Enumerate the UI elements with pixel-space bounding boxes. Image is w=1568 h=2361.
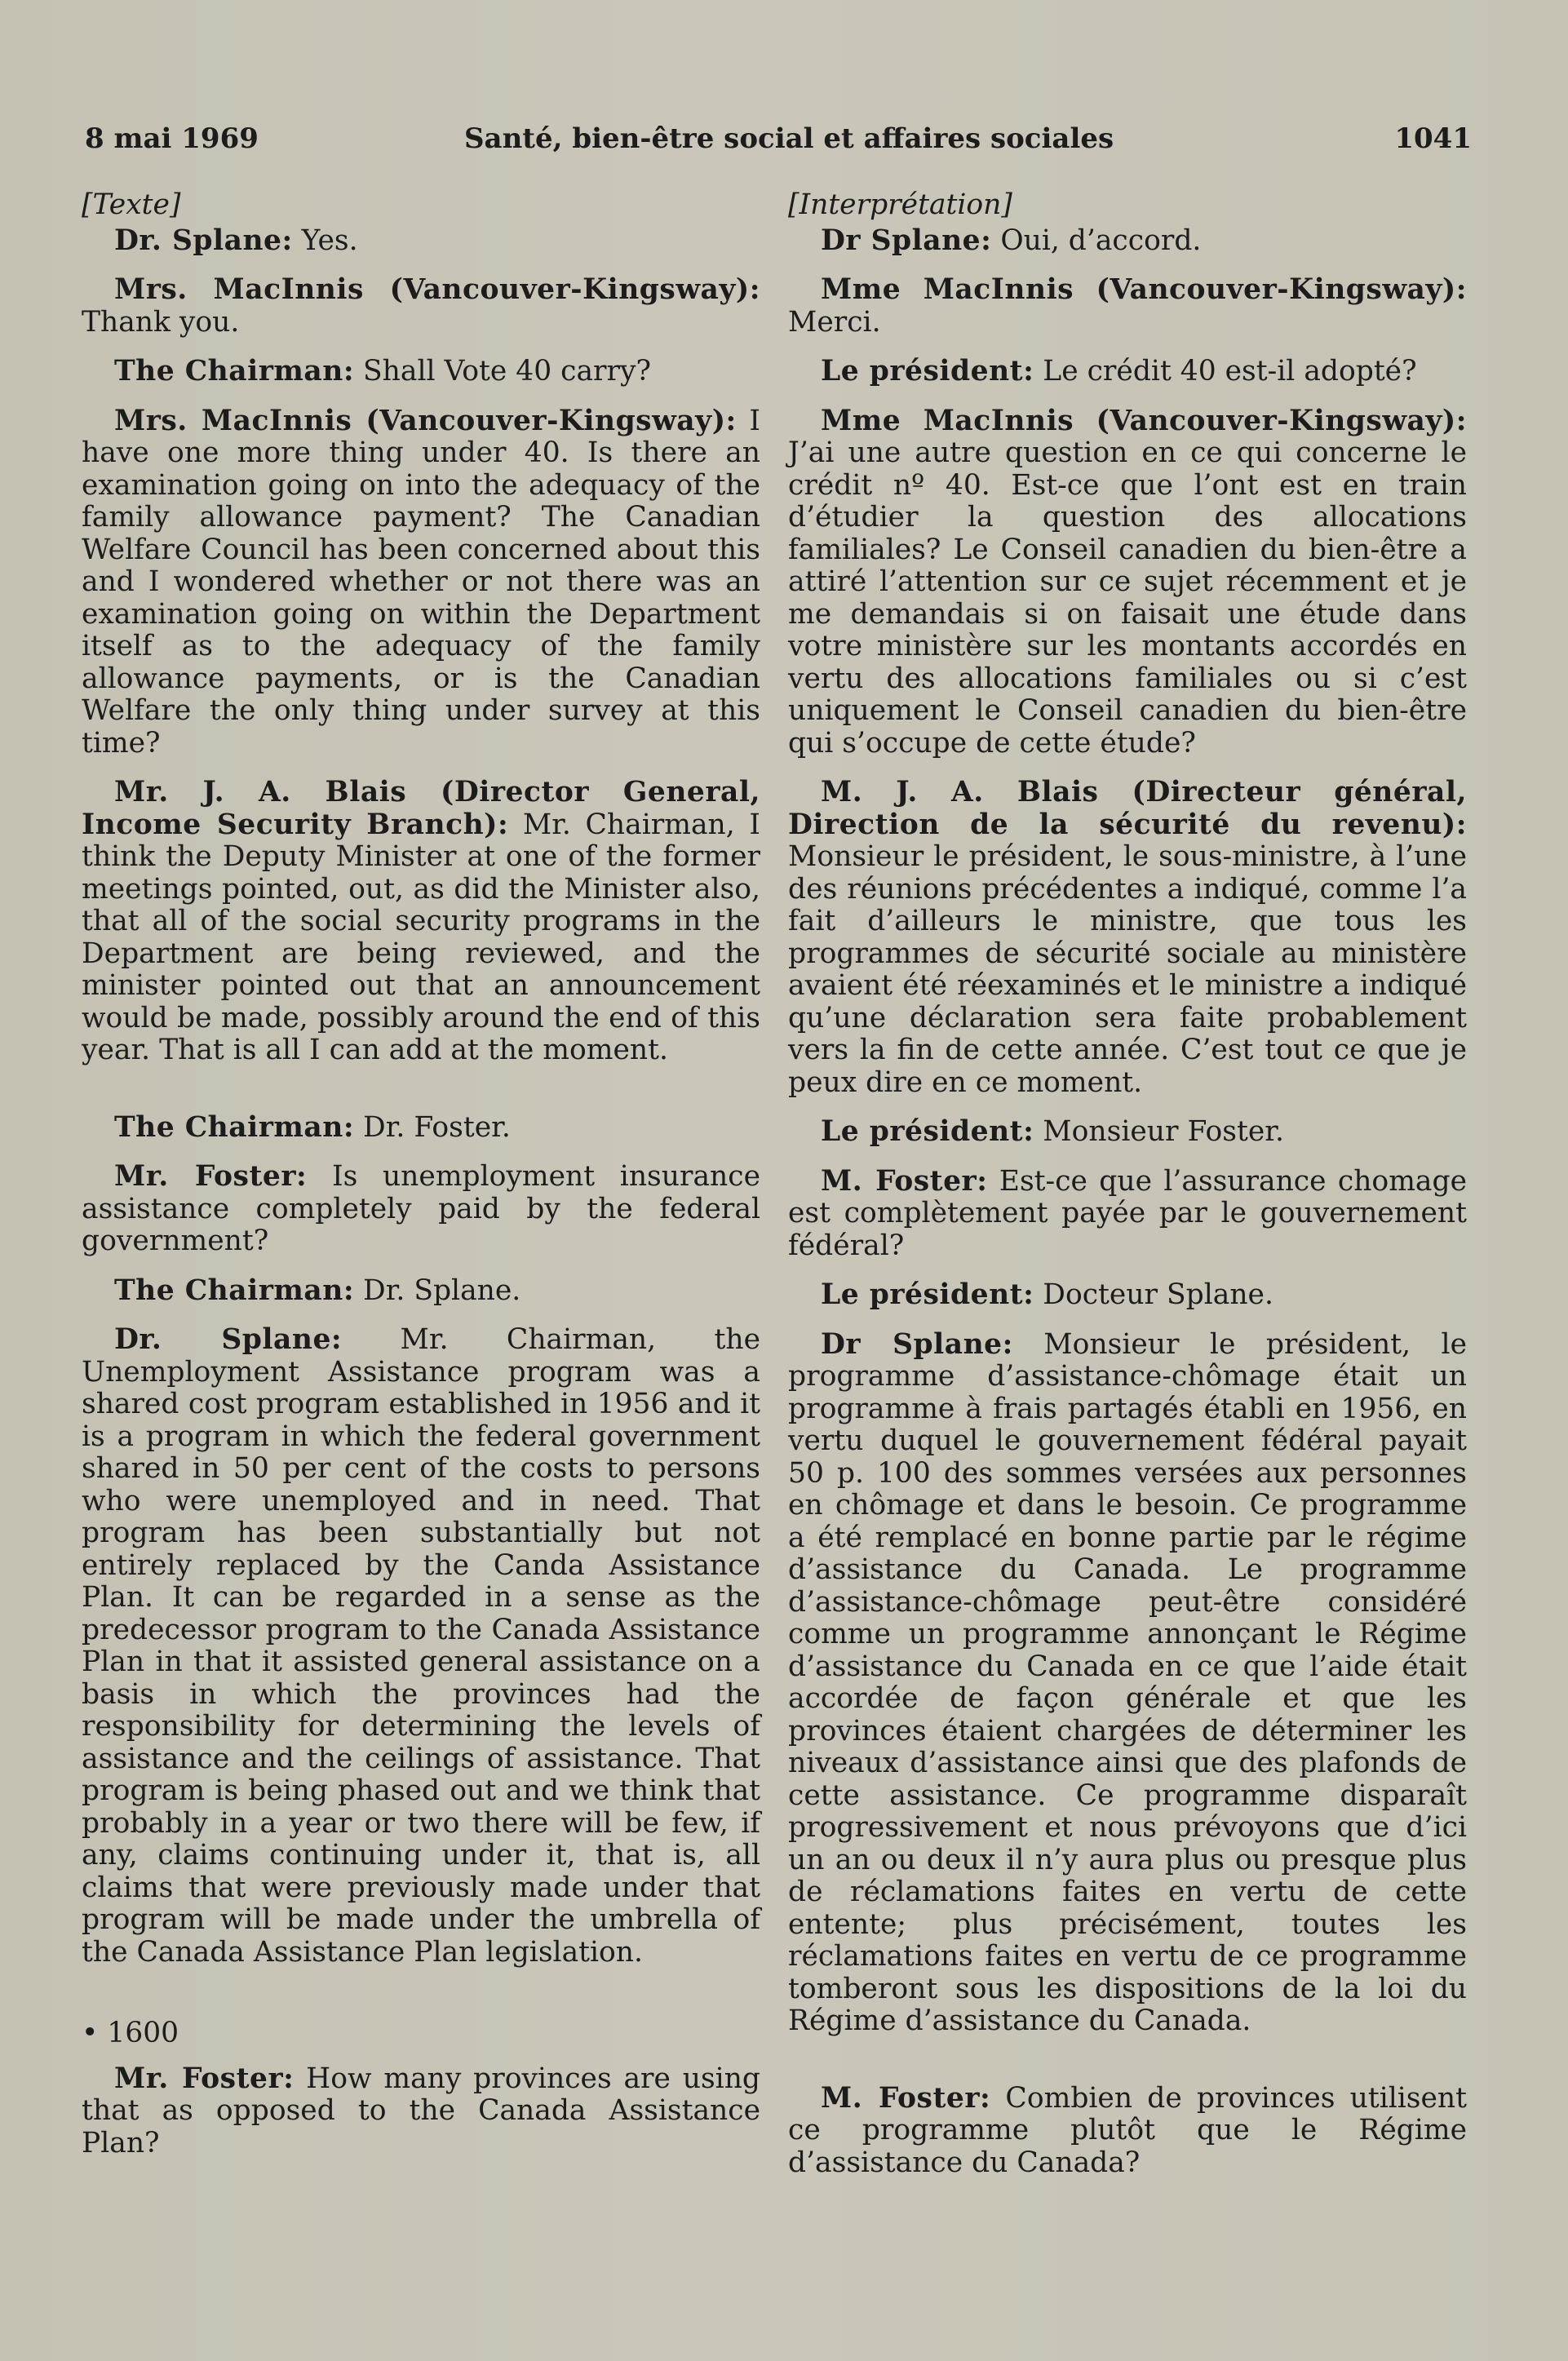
speech-paragraph	[788, 405, 1467, 760]
spacer	[82, 1084, 760, 1112]
speech-paragraph	[82, 405, 760, 760]
bullet-icon: •	[82, 2017, 99, 2049]
speech-text: Mr. Chairman, I think the Deputy Minister at one of the former meetings pointed, out, as did the Minister also, that all of the social security programs in the Department are being reviewed, and the minister pointed out that an announcement would be made, possibly around the end of this year. That is all I can add at the moment.	[82, 808, 760, 1066]
speech-text: I have one more thing under 40. Is there an examination going on into the adequacy of the family allowance payment? The Canadian Welfare Council has been concerned about this and I wondered whether or not there was an examination going on within the Department itself as to the adequacy of the family allowance payments, or is the Canadian Welfare the only thing under survey at this time?	[82, 404, 760, 760]
speaker-name: Dr Splane:	[821, 1327, 1013, 1361]
speech-paragraph	[788, 225, 1467, 258]
speaker-name: Dr Splane:	[821, 224, 992, 257]
header-title: Santé, bien-être social et affaires sociales	[464, 122, 1114, 155]
time-marker	[82, 2018, 760, 2050]
tag-close: ]	[1001, 188, 1012, 221]
tag-close: ]	[169, 188, 181, 221]
speech-paragraph	[788, 274, 1467, 339]
speech-paragraph	[82, 1161, 760, 1258]
speech-text: Mr. Chairman, the Unemployment Assistance program was a shared cost program established in 1956 and it is a program in which the federal government shared in 50 per cent of the costs to persons who were unemployed and in need. That program has been substantially but not entirely replaced by the Canda Assistance Plan. It can be regarded in a sense as the predecessor program to the Canada Assistance Plan in that it assisted general assistance on a basis in which the provinces had the responsibility for determining the levels of assistance and the ceilings of assistance. That program is being phased out and we think that probably in a year or two there will be few, if any, claims continuing under it, that is, all claims that were previously made under that program will be made under the umbrella of the Canada Assistance Plan legislation.	[82, 1323, 761, 1969]
speech-paragraph	[82, 1275, 760, 1308]
spacer	[788, 2055, 1467, 2083]
language-tag	[82, 189, 760, 222]
running-header	[85, 122, 1472, 171]
speaker-name: M. Foster:	[821, 2081, 991, 2115]
speaker-name: Le président:	[821, 355, 1034, 388]
speaker-name: The Chairman:	[114, 1274, 355, 1307]
speaker-name: Mme MacInnis (Vancouver-Kingsway):	[821, 273, 1467, 306]
speech-paragraph	[788, 1166, 1467, 1263]
speech-text: Combien de provinces utilisent ce programme plutôt que le Régime d’assistance du Canada?	[788, 2081, 1467, 2179]
speaker-name: The Chairman:	[114, 355, 355, 388]
header-date: 8 mai 1969	[85, 122, 259, 155]
tag-open: [	[82, 188, 93, 221]
speaker-name: Mr. Foster:	[114, 1160, 308, 1193]
speech-text: Oui, d’accord.	[991, 224, 1202, 257]
speech-text: Le crédit 40 est-il adopté?	[1034, 355, 1417, 388]
speaker-name: Dr. Splane:	[114, 1323, 343, 1356]
speech-text: J’ai une autre question en ce qui concerne le crédit nº 40. Est-ce que l’ont est en train d’étudier la question des allocations familiales? Le Conseil canadien du bien-être a attiré l’attention sur ce sujet récemment et je me demandais si on faisait une étude dans votre ministère sur les montants accordés en vertu des allocations familiales ou si c’est uniquement le Conseil canadien du bien-être qui s’occupe de cette étude?	[788, 436, 1467, 760]
english-column	[82, 189, 760, 2177]
tag-text: Interprétation	[799, 188, 1002, 221]
speaker-name: M. Foster:	[821, 1164, 988, 1198]
speech-paragraph	[82, 1324, 760, 1969]
speech-text: Shall Vote 40 carry?	[354, 355, 651, 388]
speech-text: Monsieur le président, le programme d’assistance-chômage était un programme à frais partagés établi en 1956, en vertu duquel le gouvernement fédéral payait 50 p. 100 des sommes versées aux personnes en chômage et dans le besoin. Ce programme a été remplacé en bonne partie par le régime d’assistance du Canada. Le programme d’assistance-chômage peut-être considéré comme un programme annonçant le Régime d’assistance du Canada en ce que l’aide était accordée de façon générale et que les provinces étaient chargées de déterminer les niveaux d’assistance ainsi que des plafonds de cette assistance. Ce programme disparaît progressivement et nous prévoyons que d’ici un an ou deux il n’y aura plus ou presque plus de réclamations faites en vertu de cette entente; plus précisément, toutes les réclamations faites en vertu de ce programme tomberont sous les dispositions de la loi du Régime d’assistance du Canada.	[788, 1327, 1467, 2037]
speech-paragraph	[788, 1329, 1467, 2038]
speech-paragraph	[788, 1279, 1467, 1312]
speech-paragraph	[82, 225, 760, 258]
speech-text: Monsieur Foster.	[1034, 1115, 1284, 1148]
speech-paragraph	[788, 2083, 1467, 2180]
speech-text: Docteur Splane.	[1034, 1278, 1273, 1311]
speaker-name: The Chairman:	[114, 1110, 355, 1144]
time-stamp: 1600	[107, 2017, 179, 2049]
speech-text: Yes.	[292, 224, 358, 257]
speaker-name: Le président:	[821, 1115, 1034, 1148]
speech-text: Monsieur le président, le sous-ministre, à l’une des réunions précédentes a indiqué, comme l’a fait d’ailleurs le ministre, que tous les programmes de sécurité sociale au ministère avaient été réexaminés et le ministre a indiqué qu’une déclaration sera faite probablement vers la fin de cette année. C’est tout ce que je peux dire en ce moment.	[788, 840, 1467, 1099]
speech-paragraph	[788, 1116, 1467, 1149]
speech-paragraph	[82, 2063, 760, 2160]
speech-text: Thank you.	[82, 305, 240, 339]
language-tag	[788, 189, 1467, 222]
speaker-name: Mr. J. A. Blais (Director General, Income Security Branch):	[82, 776, 760, 841]
speech-text: Dr. Splane.	[354, 1274, 521, 1307]
speech-text: Is unemployment insurance assistance completely paid by the federal government?	[82, 1160, 760, 1257]
speech-text: Merci.	[788, 305, 881, 339]
speech-paragraph	[82, 777, 760, 1067]
speech-paragraph	[82, 1112, 760, 1145]
speech-text: Dr. Foster.	[354, 1110, 511, 1144]
speaker-name: Mrs. MacInnis (Vancouver-Kingsway):	[114, 404, 737, 437]
speech-text: How many provinces are using that as opposed to the Canada Assistance Plan?	[82, 2062, 760, 2159]
speaker-name: M. J. A. Blais (Directeur général, Direction de la sécurité du revenu):	[788, 776, 1467, 841]
tag-open: [	[788, 188, 800, 221]
speaker-name: Mme MacInnis (Vancouver-Kingsway):	[821, 404, 1467, 437]
speech-paragraph	[82, 274, 760, 339]
speaker-name: Dr. Splane:	[114, 224, 293, 257]
speaker-name: Mrs. MacInnis (Vancouver-Kingsway):	[114, 273, 760, 306]
speech-paragraph	[82, 356, 760, 388]
tag-text: Texte	[92, 188, 170, 221]
speaker-name: Le président:	[821, 1278, 1034, 1311]
speech-paragraph	[788, 777, 1467, 1099]
speech-paragraph	[788, 356, 1467, 388]
speaker-name: Mr. Foster:	[114, 2062, 295, 2095]
speech-text: Est-ce que l’assurance chomage est complètement payée par le gouvernement fédéral?	[788, 1164, 1467, 1262]
header-page-number: 1041	[1394, 122, 1472, 155]
french-column	[788, 189, 1467, 2196]
